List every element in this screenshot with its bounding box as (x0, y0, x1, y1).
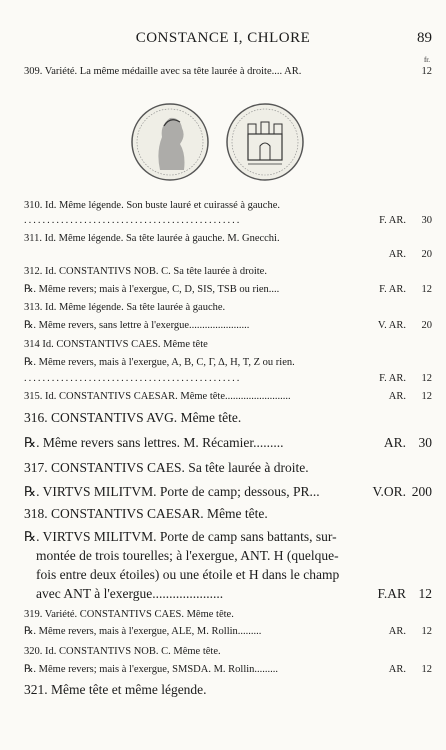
entry-315: 315. Id. CONSTANTIVS CAESAR. Même tête......................... AR. 12 (24, 391, 432, 402)
entry-317-rev: ℞. VIRTVS MILITVM. Porte de camp; dessous, PR... V.OR. 200 (24, 484, 432, 499)
entry-319: 319. Variété. CONSTANTIVS CAES. Même tête. (24, 609, 234, 620)
entry-311: 311. Id. Même légende. Sa tête laurée à gauche. M. Gnecchi. (24, 233, 280, 244)
metal: AR. (388, 391, 406, 402)
price: 12 (418, 586, 432, 601)
entry-318-rev: ℞. VIRTVS MILITVM. Porte de camp sans battants, sur- (24, 529, 337, 544)
entry-320: 320. Id. CONSTANTIVS NOB. C. Même tête. (24, 646, 221, 657)
price: 12 (421, 626, 432, 637)
price: 12 (421, 66, 432, 77)
page-number: 89 (417, 30, 432, 46)
entry-311-cont (24, 247, 432, 262)
entry-310-cont: ............................................... F. AR. 30 (24, 215, 432, 226)
entry-309: 309. Variété. La même médaille avec sa tête laurée à droite.... AR. 12 (24, 66, 432, 77)
metal: F. AR. (379, 215, 406, 226)
entry-312: 312. Id. CONSTANTIVS NOB. C. Sa tête laurée à droite. (24, 266, 267, 277)
currency-label: fr. (423, 56, 430, 64)
metal: F. AR. (379, 284, 406, 295)
metal: AR. (388, 664, 406, 675)
metal: AR. (388, 249, 406, 260)
price: 20 (421, 249, 432, 260)
entry-312-rev: ℞. Même revers; mais à l'exergue, C, D, SIS, TSB ou rien.... F. AR. 12 (24, 284, 432, 295)
entry-318-rev-3: fois entre deux étoiles) ou une étoile et H dans le champ (36, 567, 340, 582)
price: 30 (421, 215, 432, 226)
page-header (0, 30, 446, 52)
coin-reverse-image (227, 104, 303, 180)
metal: F. AR. (379, 373, 406, 384)
price: 12 (421, 373, 432, 384)
metal: F.AR (377, 586, 406, 601)
price: 20 (421, 320, 432, 331)
entry-318: 318. CONSTANTIVS CAESAR. Même tête. (24, 506, 268, 521)
entry-313-rev: ℞. Même revers, sans lettre à l'exergue....................... V. AR. 20 (24, 320, 432, 331)
price: 12 (421, 664, 432, 675)
price: 30 (418, 435, 432, 450)
entry-314: 314 Id. CONSTANTIVS CAES. Même tête (24, 339, 208, 350)
page-title: CONSTANCE I, CHLORE (135, 30, 311, 46)
entry-310: 310. Id. Même légende. Son buste lauré et cuirassé à gauche. (24, 200, 280, 211)
entry-318-rev-2: montée de trois tourelles; à l'exergue, ANT. H (quelque- (36, 548, 339, 563)
entry-319-rev: ℞. Même revers, mais à l'exergue, ALE, M. Rollin......... AR. 12 (24, 626, 432, 637)
entry-320-rev: ℞. Même revers; mais à l'exergue, SMSDA. M. Rollin......... AR. 12 (24, 664, 432, 675)
entry-316-rev: ℞. Même revers sans lettres. M. Récamier......... AR. 30 (24, 435, 432, 450)
metal: AR. (388, 626, 406, 637)
price: 12 (421, 391, 432, 402)
entry-314-rev: ℞. Même revers, mais à l'exergue, A, B, C, Γ, Δ, H, T, Z ou rien. (24, 357, 295, 368)
entry-318-rev-4: avec ANT à l'exergue..................... F.AR 12 (36, 586, 432, 601)
coin-obverse-image (132, 104, 208, 180)
coin-illustrations (120, 92, 320, 192)
price: 200 (411, 484, 432, 499)
price: 12 (421, 284, 432, 295)
entry-313: 313. Id. Même légende. Sa tête laurée à gauche. (24, 302, 226, 313)
entry-314-cont: ............................................... F. AR. 12 (24, 373, 432, 384)
metal: V. AR. (377, 320, 406, 331)
metal: AR. (383, 435, 406, 450)
entry-321: 321. Même tête et même légende. (24, 682, 207, 697)
entry-316: 316. CONSTANTIVS AVG. Même tête. (24, 410, 242, 425)
metal: V.OR. (372, 484, 406, 499)
entry-317: 317. CONSTANTIVS CAES. Sa tête laurée à droite. (24, 460, 309, 475)
